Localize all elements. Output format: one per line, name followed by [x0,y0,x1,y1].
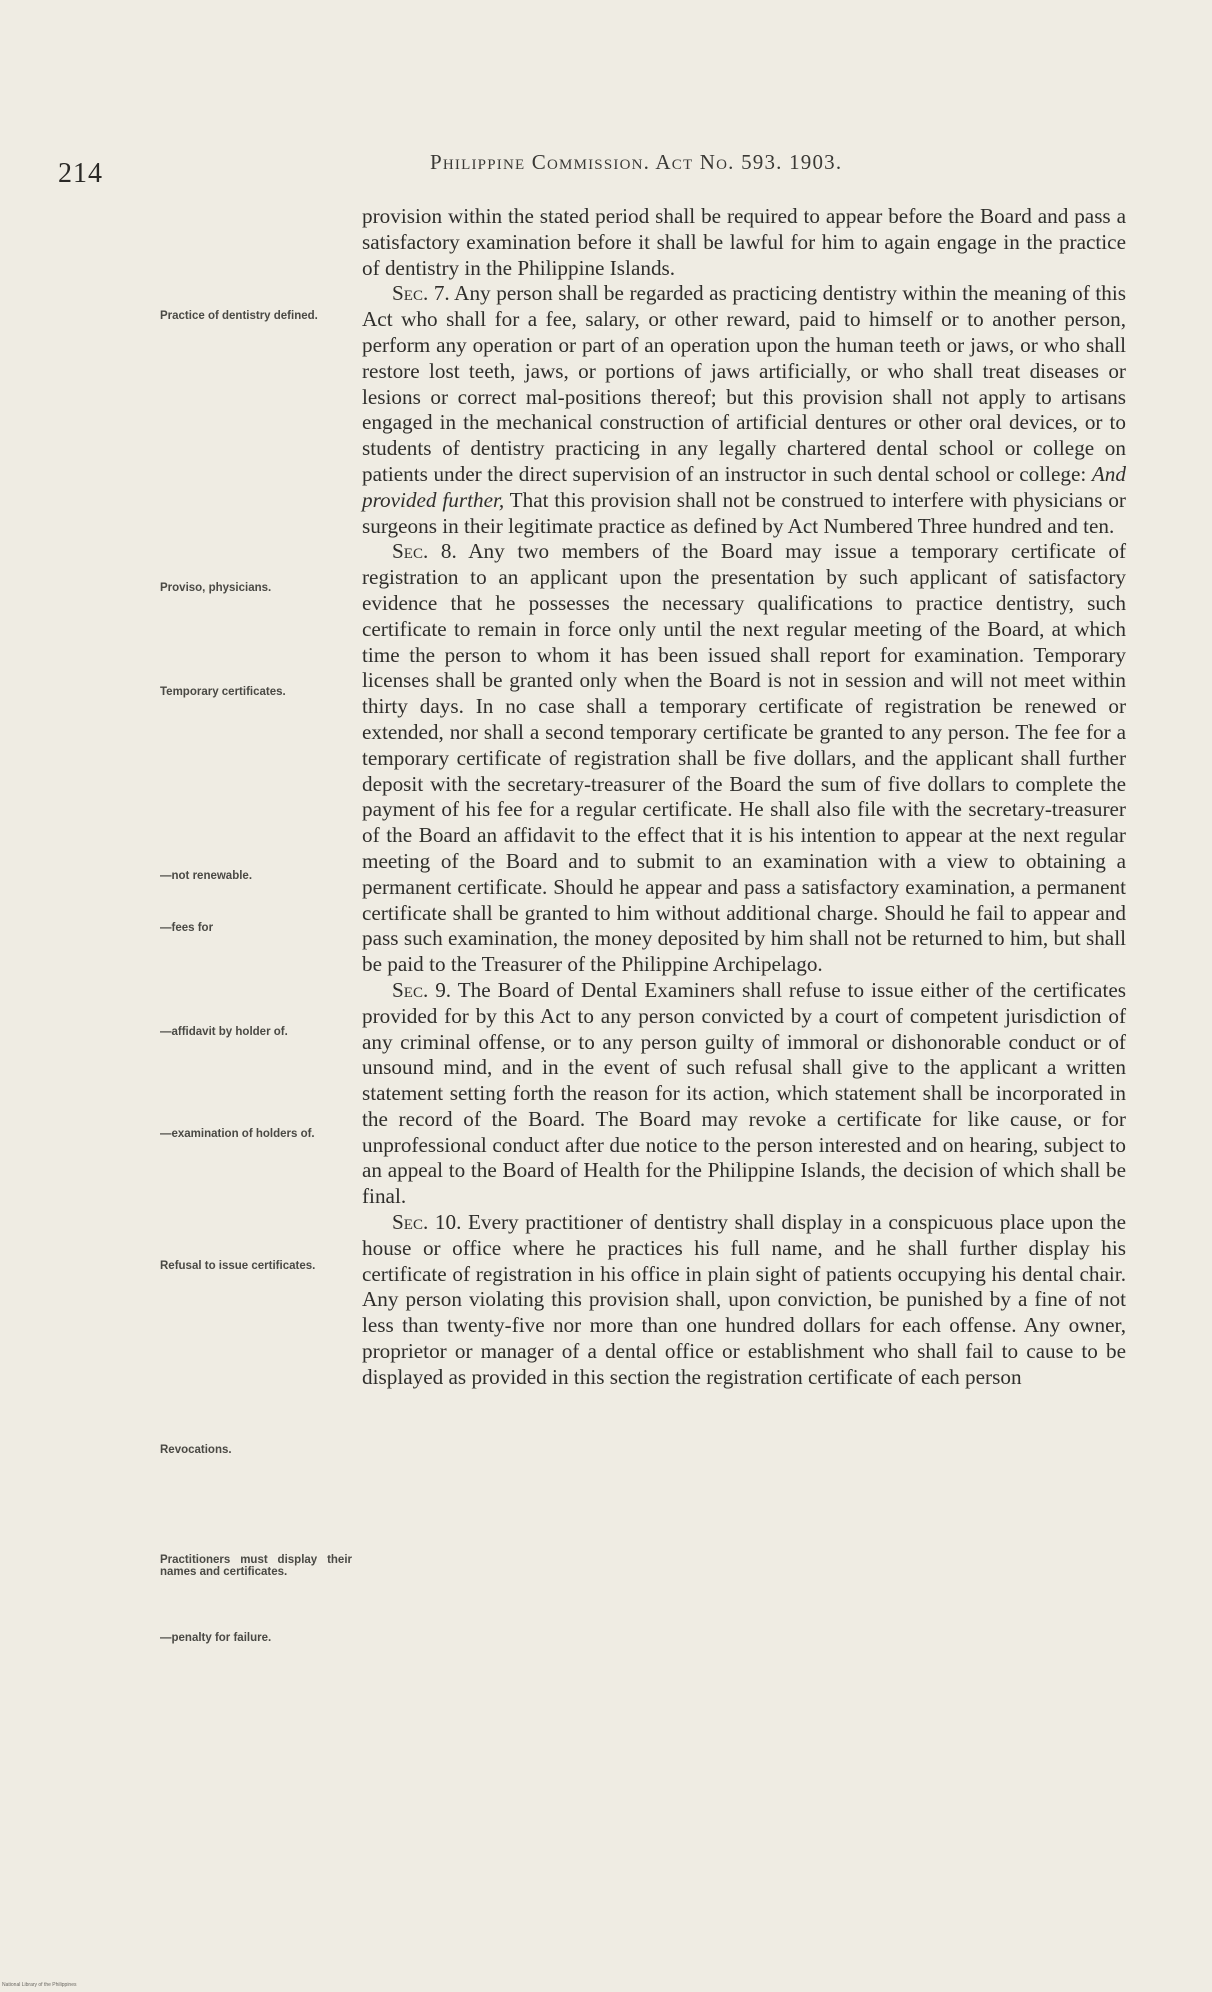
margin-note-affidavit: —affidavit by holder of. [160,1026,288,1038]
margin-note-revocations: Revocations. [160,1444,232,1456]
section-text: That this provision shall not be construed to interfere with physicians or surgeons in their legitimate practice as defined by Act Numbered Three hundred and ten. [362,487,1126,538]
section-label: Sec. 8. [392,539,457,564]
section-8 [362,539,1126,978]
section-label: Sec. 9. [392,977,452,1002]
margin-note-examination: —examination of holders of. [160,1128,315,1140]
section-italic-text: And provided further, [362,461,1126,512]
margin-note-penalty: —penalty for failure. [160,1632,272,1644]
section-label: Sec. 10. [392,1210,462,1235]
paragraph-continuation: provision within the stated period shall be required to appear before the Board and pass a satisfactory examination before it shall be lawful for him to again engage in the practice of dentistry in the Philippine Islands. [362,204,1126,280]
margin-note-temporary-certificates: Temporary certificates. [160,686,286,698]
page-number: 214 [58,158,103,189]
section-9 [362,978,1126,1210]
running-head: Philippine Commission. Act No. 593. 1903. [430,150,843,174]
section-text: Every practitioner of dentistry shall display in a conspicuous place upon the house or office where he practices his full name, and he shall further display his certificate of registration in his office in plain sight of patients occupying his dental chair. Any person violating this provision shall, upon conviction, be punished by a fine of not less than twenty-five nor more than one hundred dollars for each offense. Any owner, proprietor or manager of a dental office or establishment who shall fail to cause to be displayed as provided in this section the registration certificate of each person [362,1210,1127,1389]
section-label: Sec. 7. [392,281,450,306]
margin-note-practice-defined: Practice of dentistry defined. [160,310,318,322]
section-text: The Board of Dental Examiners shall refuse to issue either of the certificates provided for by this Act to any person convicted by a court of competent jurisdiction of any criminal offense, or to any person guilty of immoral or dishonorable conduct or of unsound mind, and in the event of such refusal shall give to the applicant a written statement setting forth the reason for its action, which statement shall be incorporated in the record of the Board. The Board may revoke a certificate for like cause, or for unprofessional conduct after due notice to the person interested and on hearing, subject to an appeal to the Board of Health for the Philippine Islands, the decision of which shall be final. [362,977,1126,1209]
margin-note-proviso: Proviso, physicians. [160,582,272,594]
margin-note-not-renewable: —not renewable. [160,870,253,882]
section-10 [362,1210,1126,1391]
footer-credit: National Library of the Philippines [2,1982,77,1988]
section-text: Any two members of the Board may issue a temporary certificate of registration to an applicant upon the presentation by such applicant of satisfactory evidence that he possesses the necessary qualifications to practice dentistry, such certificate to remain in force only until the next regular meeting of the Board, at which time the person to whom it has been issued shall report for examination. Temporary licenses shall be granted only when the Board is not in session and will not meet within thirty days. In no case shall a temporary certificate of registration be renewed or extended, nor shall a second temporary certificate be granted to any person. The fee for a temporary certificate of registration shall be five dollars, and the applicant shall further deposit with the secretary-treasurer of the Board the sum of five dollars to complete the payment of his fee for a regular certificate. He shall also file with the secretary-treasurer of the Board an affidavit to the effect that it is his intention to appear at the next regular meeting of the Board and to submit to an examination with a view to obtaining a permanent certificate. Should he appear and pass a satisfactory examination, a permanent certificate shall be granted to him without additional charge. Should he fail to appear and pass such examination, the money deposited by him shall not be returned to him, but shall be paid to the Treasurer of the Philippine Archipelago. [362,539,1126,977]
body-text [362,204,1126,1391]
margin-note-fees: —fees for [160,922,214,934]
section-7 [362,281,1126,539]
section-text: Any person shall be regarded as practicing dentistry within the meaning of this Act who shall for a fee, salary, or other reward, paid to himself or to another person, perform any operation or part of an operation upon the human teeth or jaws, or who shall restore lost teeth, jaws, or portions of jaws artificially, or who shall treat diseases or lesions or correct mal-positions thereof; but this provision shall not apply to artisans engaged in the mechanical construction of artificial dentures or other oral devices, or to students of dentistry practicing in any legally chartered dental school or college on patients under the direct supervision of an instructor in such dental school or college: [362,281,1127,486]
margin-note-practitioners-display: Practitioners must display their names and certificates. [160,1554,352,1578]
margin-note-refusal: Refusal to issue certificates. [160,1260,316,1272]
